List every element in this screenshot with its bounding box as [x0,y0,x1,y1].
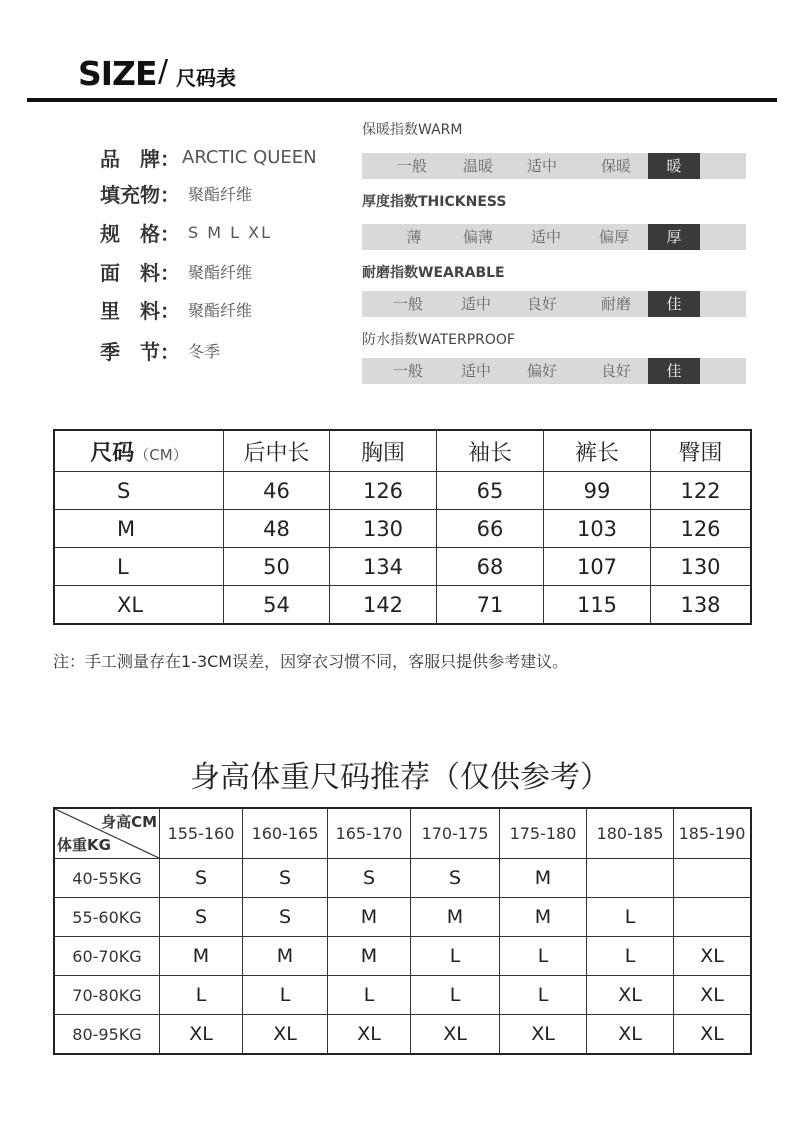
table-row [54,586,751,625]
table-cell: 122 [651,472,752,510]
index-option-selected: 佳 [648,291,700,317]
size-label: S [54,472,224,510]
info-row-lining [100,294,252,324]
index-title-wearable: 耐磨指数WEARABLE [362,265,505,281]
table-cell: S [160,898,243,937]
height-header: 160-165 [243,808,328,859]
index-title-waterproof: 防水指数WATERPROOF [362,332,515,348]
table-cell: XL [587,1015,674,1055]
table-row [54,859,751,898]
index-option: 薄 [406,228,422,246]
table-row [54,548,751,586]
corner-height-label: 身高CM [101,813,157,831]
size-label: XL [54,586,224,625]
table-cell: M [500,859,587,898]
index-option-selected: 暖 [648,153,700,179]
table-cell: XL [328,1015,411,1055]
table-cell: S [160,859,243,898]
table-row [54,937,751,976]
size-header-label: 尺码 [90,440,135,466]
page-title-en: SIZE [78,54,157,93]
index-option: 适中 [460,295,491,313]
table-cell: S [411,859,500,898]
table-cell: L [328,976,411,1015]
table-cell: 71 [437,586,544,625]
index-option: 适中 [526,157,557,175]
index-option: 一般 [392,295,423,313]
info-row-brand [100,142,317,172]
table-cell: L [243,976,328,1015]
info-label: 季 节： [100,339,180,364]
table-cell: L [500,976,587,1015]
height-header: 170-175 [411,808,500,859]
table-cell: M [328,937,411,976]
table-cell: XL [160,1015,243,1055]
recommend-title: 身高体重尺码推荐（仅供参考） [190,760,610,795]
index-option: 适中 [530,228,561,246]
weight-label: 80-95KG [54,1015,160,1055]
table-cell: XL [674,1015,752,1055]
height-header: 155-160 [160,808,243,859]
weight-label: 70-80KG [54,976,160,1015]
table-cell: S [328,859,411,898]
index-option: 偏薄 [462,228,493,246]
table-cell: S [243,898,328,937]
index-option: 偏好 [526,362,557,380]
index-option: 温暖 [462,157,493,175]
corner-cell [54,808,160,859]
table-cell: XL [674,937,752,976]
table-cell: 99 [544,472,651,510]
table-cell: 54 [224,586,330,625]
weight-label: 60-70KG [54,937,160,976]
table-cell: XL [411,1015,500,1055]
table-cell: 134 [330,548,437,586]
table-row [54,976,751,1015]
recommend-table [53,807,752,1055]
info-value: S M L XL [188,222,273,242]
info-label: 里 料： [100,298,180,323]
table-cell: M [243,937,328,976]
recommend-header-row [54,808,751,859]
table-row [54,472,751,510]
info-label: 填充物： [100,182,180,207]
info-row-spec [100,217,272,247]
info-value: 冬季 [188,341,221,361]
index-option: 一般 [392,362,423,380]
table-cell: 138 [651,586,752,625]
index-title-warm: 保暖指数WARM [362,122,463,138]
index-option: 一般 [396,157,427,175]
info-row-season [100,335,220,365]
index-bar-thickness [362,224,746,250]
size-label: M [54,510,224,548]
table-cell: 66 [437,510,544,548]
index-option: 良好 [526,295,557,313]
table-cell: L [411,937,500,976]
table-cell: L [411,976,500,1015]
index-option-selected: 厚 [648,224,700,250]
info-label: 面 料： [100,260,180,285]
info-label: 规 格： [100,221,180,246]
table-cell: S [243,859,328,898]
table-cell: 142 [330,586,437,625]
header-divider [27,98,777,102]
title-slash: / [158,54,169,89]
table-row [54,898,751,937]
table-cell: M [328,898,411,937]
index-option-selected: 佳 [648,358,700,384]
weight-label: 55-60KG [54,898,160,937]
table-cell: L [587,898,674,937]
size-table-header [54,430,751,472]
table-cell: 107 [544,548,651,586]
table-cell: 126 [330,472,437,510]
size-header-unit: （CM） [134,445,188,464]
table-cell: 126 [651,510,752,548]
column-header: 胸围 [330,430,437,472]
size-table [53,429,752,625]
table-cell: L [587,937,674,976]
index-bar-warm [362,153,746,179]
column-header: 袖长 [437,430,544,472]
size-label: L [54,548,224,586]
table-cell: M [160,937,243,976]
index-option: 适中 [460,362,491,380]
weight-label: 40-55KG [54,859,160,898]
measurement-note: 注：手工测量存在1-3CM误差，因穿衣习惯不同，客服只提供参考建议。 [53,652,569,671]
info-value: 聚酯纤维 [188,184,253,204]
table-cell: 68 [437,548,544,586]
info-value: 聚酯纤维 [188,300,253,320]
height-header: 185-190 [674,808,752,859]
info-row-filling [100,178,252,208]
index-option: 偏厚 [598,228,629,246]
table-cell: 115 [544,586,651,625]
index-title-thickness: 厚度指数THICKNESS [362,194,507,210]
index-bar-wearable [362,291,746,317]
table-cell: 130 [651,548,752,586]
index-option: 良好 [600,362,631,380]
table-cell: M [411,898,500,937]
info-value: 聚酯纤维 [188,262,253,282]
info-value: ARCTIC QUEEN [182,146,317,168]
table-cell: L [160,976,243,1015]
table-cell [674,859,752,898]
column-header: 臀围 [651,430,752,472]
table-cell: 65 [437,472,544,510]
table-cell: 103 [544,510,651,548]
index-option: 耐磨 [600,295,631,313]
table-cell [587,859,674,898]
page-title-cn: 尺码表 [176,66,236,90]
table-cell: 130 [330,510,437,548]
table-cell: 46 [224,472,330,510]
height-header: 165-170 [328,808,411,859]
size-header-cell [54,430,224,472]
info-label: 品 牌： [100,146,180,171]
table-cell: M [500,898,587,937]
table-row [54,1015,751,1055]
table-cell: XL [587,976,674,1015]
column-header: 后中长 [224,430,330,472]
table-cell: 48 [224,510,330,548]
column-header: 裤长 [544,430,651,472]
table-row [54,510,751,548]
info-row-fabric [100,256,252,286]
index-option: 保暖 [600,157,631,175]
table-cell: XL [674,976,752,1015]
table-cell: L [500,937,587,976]
table-cell: 50 [224,548,330,586]
index-bar-waterproof [362,358,746,384]
table-cell [674,898,752,937]
table-cell: XL [500,1015,587,1055]
height-header: 180-185 [587,808,674,859]
height-header: 175-180 [500,808,587,859]
corner-weight-label: 体重KG [57,836,111,854]
table-cell: XL [243,1015,328,1055]
